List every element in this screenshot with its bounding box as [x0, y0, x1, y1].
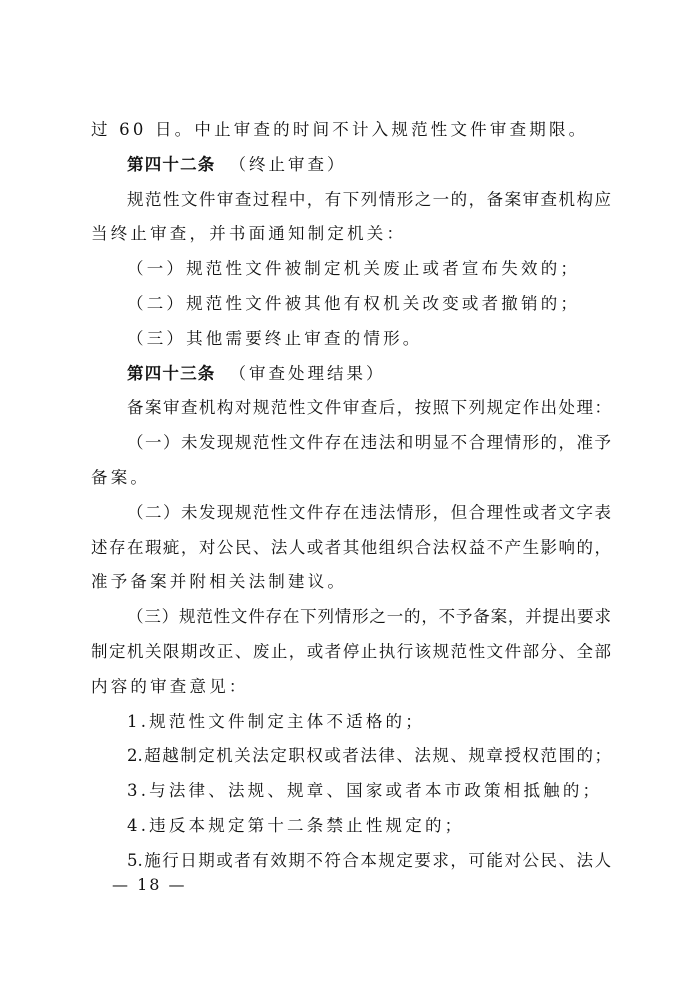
text-line: 准予备案并附相关法制建议。: [91, 572, 348, 592]
page-number: — 18 —: [112, 875, 187, 894]
list-item: 5.施行日期或者有效期不符合本规定要求，可能对公民、法人: [127, 850, 611, 870]
article-42-title: 第四十二条: [127, 154, 216, 174]
list-item: 3.与法律、法规、规章、国家或者本市政策相抵触的；: [127, 781, 603, 801]
list-item: （三）规范性文件存在下列情形之一的，不予备案，并提出要求: [127, 607, 611, 627]
text-line: 备案。: [91, 467, 151, 487]
article-42-subtitle: （终止审查）: [229, 154, 347, 174]
text-line: 内容的审查意见：: [91, 676, 249, 696]
article-42-heading: [91, 148, 611, 183]
list-item: （三）其他需要终止审查的情形。: [127, 328, 423, 348]
document-body: [91, 113, 611, 879]
article-43-title: 第四十三条: [127, 363, 216, 383]
list-item: 4.违反本规定第十二条禁止性规定的；: [127, 815, 465, 835]
list-item: （一）规范性文件被制定机关废止或者宣布失效的；: [127, 259, 581, 279]
text-line: 述存在瑕疵，对公民、法人或者其他组织合法权益不产生影响的，: [91, 537, 611, 557]
text-line: 过 60 日。中止审查的时间不计入规范性文件审查期限。: [91, 120, 589, 139]
article-43-subtitle: （审查处理结果）: [229, 363, 386, 383]
list-item: （一）未发现规范性文件存在违法和明显不合理情形的，准予: [127, 433, 611, 453]
article-43-heading: [91, 357, 611, 392]
text-line: 制定机关限期改正、废止，或者停止执行该规范性文件部分、全部: [91, 641, 611, 661]
text-line: 备案审查机构对规范性文件审查后，按照下列规定作出处理：: [127, 398, 611, 418]
text-line: 规范性文件审查过程中，有下列情形之一的，备案审查机构应: [127, 189, 611, 209]
list-item: 1.规范性文件制定主体不适格的；: [127, 711, 425, 731]
text-line: 当终止审查，并书面通知制定机关：: [91, 224, 407, 244]
list-item: （二）规范性文件被其他有权机关改变或者撤销的；: [127, 293, 581, 313]
list-item: （二）未发现规范性文件存在违法情形，但合理性或者文字表: [127, 502, 611, 522]
list-item: 2.超越制定机关法定职权或者法律、法规、规章授权范围的；: [127, 746, 611, 766]
